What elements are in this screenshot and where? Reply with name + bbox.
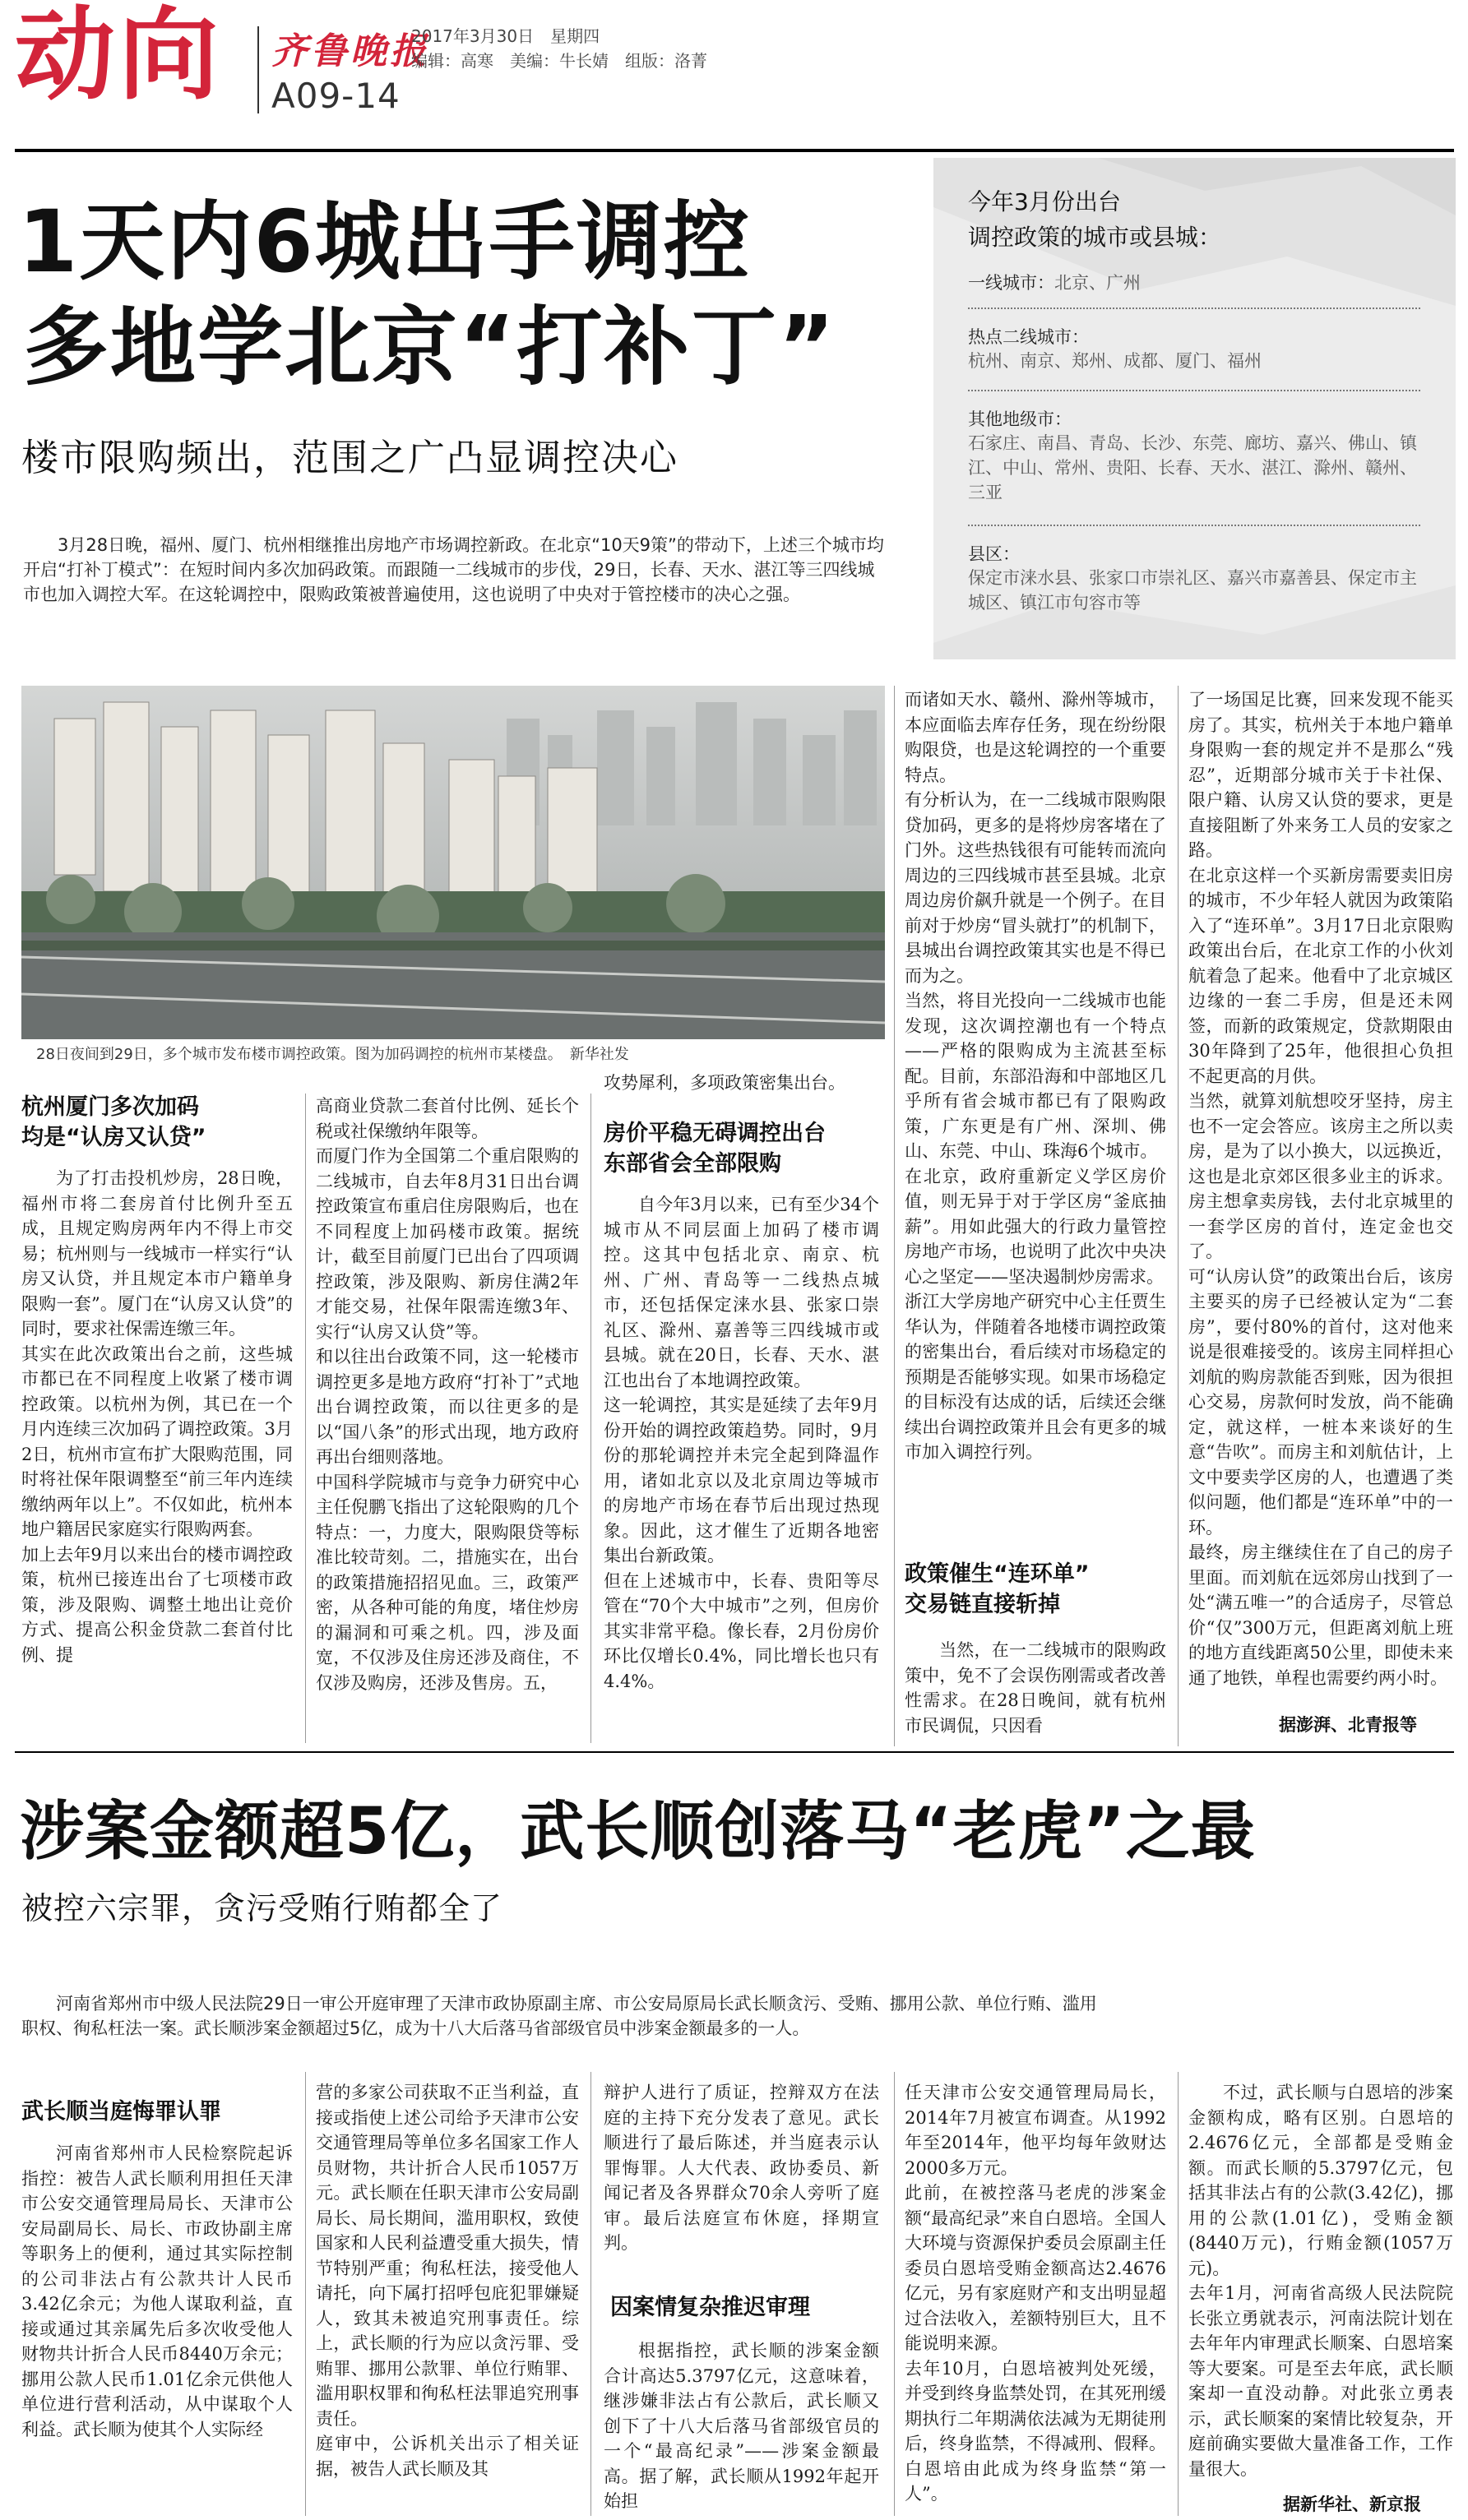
masthead-rule	[15, 149, 1454, 152]
story1-column-a	[21, 1166, 293, 1733]
story2-column-5-text: 不过，武长顺与白恩培的涉案金额构成，略有区别。白恩培的2.4676亿元，全部都是受贿金额。而武长顺的5.3797亿元，包括其非法占有的公款(3.42亿)，挪用的公款(1.01亿)，受贿金额(8440万元)，行贿金额(1057万元)。 去年1月，河南省高级人民法院院长张立勇就表示，河南法院计划在去年年内审理武长顺案、白恩培案等大要案。可是至去年底，武长顺案却一直没动静。对此张立勇表示，武长顺案的案情比较复杂，开庭前确实要做大量准备工作，工作量很大。	[1188, 2083, 1453, 2479]
story1-column-e	[1188, 687, 1453, 1707]
sidebar-label-3: 其他地级市：	[968, 409, 1072, 429]
story1-lead: 3月28日晚，福州、厦门、杭州相继推出房地产市场调控新政。在北京“10天9策”的带动下，上述三个城市均开启“打补丁模式”：在短时间内多次加码政策。而跟随一二线城市的步伐，29日，长春、天水、湛江等三四线城市也加入调控大军。在这轮调控中，限购政策被普遍使用，这也说明了中央对于管控楼市的决心之强。	[23, 535, 884, 604]
s2-column-rule-1	[305, 2072, 306, 2516]
story2-column-3-top	[604, 2080, 879, 2286]
story1-credit: 据澎湃、北青报等	[1279, 1715, 1417, 1735]
story2-column-4	[905, 2080, 1166, 2516]
story2-subhead-1: 武长顺当庭悔罪认罪	[21, 2099, 221, 2125]
story2-subheadline: 被控六宗罪，贪污受贿行贿都全了	[21, 1890, 503, 1926]
masthead-editors: 编辑：高寒 美编：牛长婧 组版：洛菁	[411, 51, 707, 71]
story1-headline-line2: 多地学北京“打补丁”	[23, 297, 836, 397]
sidebar-text-3: 石家庄、南昌、青岛、长沙、东莞、廊坊、嘉兴、佛山、镇江、中山、常州、贵阳、长春、天水、湛江、滁州、赣州、三亚	[968, 433, 1417, 502]
story1-photo-caption: 28日夜间到29日，多个城市发布楼市调控政策。图为加码调控的杭州市某楼盘。 新华社发	[36, 1046, 629, 1063]
sidebar-title-line1: 今年3月份出台	[968, 188, 1121, 215]
story2-column-1	[21, 2141, 293, 2516]
story-separator	[15, 1751, 1454, 1753]
s2-column-rule-2	[590, 2072, 591, 2516]
sidebar-divider-3	[968, 525, 1420, 526]
sidebar-group-2	[968, 324, 1429, 373]
sidebar-label-1: 一线城市：	[968, 273, 1054, 293]
story1-column-c-top	[604, 1070, 879, 1103]
story1-column-d-bottom	[905, 1638, 1166, 1736]
story2-column-3	[604, 2338, 879, 2516]
sidebar-divider-2	[968, 390, 1420, 391]
s2-column-rule-4	[1178, 2072, 1179, 2516]
paper-logo: 齐鲁晚报	[271, 30, 429, 72]
story2-lead: 河南省郑州市中级人民法院29日一审公开庭审理了天津市政协原副主席、市公安局原局长武长顺贪污、受贿、挪用公款、单位行贿、滥用职权、徇私枉法一案。武长顺涉案金额超过5亿，成为十八大后落马省部级官员中涉案金额最多的一人。	[21, 1994, 1097, 2038]
sidebar-group-3	[968, 406, 1429, 505]
story1-subhead-3: 政策催生“连环单” 交易链直接斩掉	[905, 1561, 1090, 1617]
s2-column-rule-3	[894, 2072, 895, 2516]
story2-column-3-top-text: 辩护人进行了质证，控辩双方在法庭的主持下充分发表了意见。武长顺进行了最后陈述，并当庭表示认罪悔罪。人大代表、政协委员、新闻记者及各界群众70余人旁听了庭审。最后法庭宣布休庭，择期宣判。	[604, 2083, 879, 2253]
sidebar-text-4: 保定市涞水县、张家口市崇礼区、嘉兴市嘉善县、保定市主城区、镇江市句容市等	[968, 568, 1417, 613]
story2-column-1-text: 河南省郑州市人民检察院起诉指控：被告人武长顺利用担任天津市公安交通管理局局长、天津市公安局副局长、局长、市政协副主席等职务上的便利，通过其实际控制的公司非法占有公款共计人民币3.42亿余元；为他人谋取利益，直接或通过其亲属先后多次收受他人财物共计折合人民币8440万余元；挪用公款人民币1.01亿余元供他人单位进行营利活动，从中谋取个人利益。武长顺为使其个人实际经	[21, 2143, 293, 2439]
sidebar-label-2: 热点二线城市：	[968, 327, 1089, 347]
masthead-divider	[257, 26, 259, 113]
story2-credit: 据新华社、新京报	[1283, 2495, 1421, 2514]
column-rule-1	[305, 1094, 306, 1743]
sidebar-text-2: 杭州、南京、郑州、成都、厦门、福州	[968, 351, 1262, 371]
column-rule-3	[894, 686, 895, 1746]
page-number: A09-14	[271, 76, 401, 116]
story2-column-4-text: 任天津市公安交通管理局局长，2014年7月被宣布调查。从1992年至2014年，他平均每年敛财达2000多万元。 此前，在被控落马老虎的涉案金额“最高纪录”来自白恩培。全国人大环境与资源保护委员会原副主任委员白恩培受贿金额高达2.4676亿元，另有家庭财产和支出明显超过合法收入，差额特别巨大，且不能说明来源。 去年10月，白恩培被判处死缓，并受到终身监禁处罚，在其死刑缓期执行二年期满依法减为无期徒刑后，终身监禁，不得减刑、假释。白恩培由此成为终身监禁“第一人”。	[905, 2083, 1166, 2504]
column-rule-4	[1178, 686, 1179, 1746]
story1-column-d	[905, 687, 1166, 1534]
story2-column-5	[1188, 2080, 1453, 2488]
story1-column-c	[604, 1192, 879, 1735]
story1-column-a-text: 为了打击投机炒房，28日晚，福州市将二套房首付比例升至五成，且规定购房两年内不得上市交易；杭州则与一线城市一样实行“认房又认贷，并且规定本市户籍单身限购一套”。厦门在“认房又认贷”的同时，要求社保需连缴三年。 其实在此次政策出台之前，这些城市都已在不同程度上收紧了楼市调控政策。以杭州为例，其已在一个月内连续三次加码了调控政策。3月2日，杭州市宣布扩大限购范围，同时将社保年限调整至“前三年内连续缴纳两年以上”。不仅如此，杭州本地户籍居民家庭实行限购两套。 加上去年9月以来出台的楼市调控政策，杭州已接连出台了七项楼市政策，涉及限购、调整土地出让竞价方式、提高公积金贷款二套首付比例、提	[21, 1168, 293, 1665]
story1-column-c-top-text: 攻势犀利，多项政策密集出台。	[604, 1073, 845, 1093]
story1-headline-line1: 1天内6城出手调控	[18, 192, 751, 292]
city-skyline-image	[21, 686, 885, 1039]
story2-column-2-text: 营的多家公司获取不正当利益，直接或指使上述公司给予天津市公安交通管理局等单位多名国家工作人员财物，共计折合人民币1057万元。武长顺在任职天津市公安局副局长、局长期间，滥用职权，致使国家和人民利益遭受重大损失，情节特别严重；徇私枉法，接受他人请托，向下属打招呼包庇犯罪嫌疑人，致其未被追究刑事责任。综上，武长顺的行为应以贪污罪、受贿罪、挪用公款罪、单位行贿罪、滥用职权罪和徇私枉法罪追究刑事责任。 庭审中，公诉机关出示了相关证据，被告人武长顺及其	[316, 2083, 579, 2479]
sidebar-group-1	[968, 270, 1429, 295]
story2-column-3-text: 根据指控，武长顺的涉案金额合计高达5.3797亿元，这意味着，继涉嫌非法占有公款后，武长顺又创下了十八大后落马省部级官员的一个“最高纪录”——涉案金额最高。据了解，武长顺从1992年起开始担	[604, 2341, 879, 2511]
sidebar-label-4: 县区：	[968, 544, 1020, 564]
story1-column-c-text: 自今年3月以来，已有至少34个城市从不同层面上加码了楼市调控。这其中包括北京、南京、杭州、广州、青岛等一二线热点城市，还包括保定涞水县、张家口崇礼区、滁州、嘉善等三四线城市或县城。就在20日，长春、天水、湛江也出台了本地调控政策。 这一轮调控，其实是延续了去年9月份开始的调控政策趋势。同时，9月份的那轮调控并未完全起到降温作用，诸如北京以及北京周边等城市的房地产市场在春节后出现过热现象。因此，这才催生了近期各地密集出台新政策。 但在上述城市中，长春、贵阳等尽管在“70个大中城市”之列，但房价其实非常平稳。像长春，2月份房价环比仅增长0.4%，同比增长也只有4.4%。	[604, 1195, 879, 1691]
story1-column-e-text: 了一场国足比赛，回来发现不能买房了。其实，杭州关于本地户籍单身限购一套的规定并不是那么“残忍”，近期部分城市关于卡社保、限户籍、认房又认贷的要求，更是直接阻断了外来务工人员的安家之路。 在北京这样一个买新房需要卖旧房的城市，不少年轻人就因为政策陷入了“连环单”。3月17日北京限购政策出台后，在北京工作的小伙刘航着急了起来。他看中了北京城区边缘的一套二手房，但是还未网签，而新的政策规定，贷款期限由30年降到了25年，他很担心负担不起更高的月供。 当然，就算刘航想咬牙坚持，房主也不一定会答应。该房主之所以卖房，是为了以小换大，以远换近，这也是北京郊区很多业主的诉求。房主想拿卖房钱，去付北京城里的一套学区房的首付，连定金也交了。 可“认房认贷”的政策出台后，该房主要买的房子已经被认定为“二套房”，要付80%的首付，这对他来说是很难接受的。该房主同样担心刘航的购房款能否到账，因为很担心交易，房款何时发放，尚不能确定，就这样，一桩本来谈好的生意“告吹”。而房主和刘航估计，上文中要卖学区房的人，也遭遇了类似问题，他们都是“连环单”中的一环。 最终，房主继续住在了自己的房子里面。而刘航在远郊房山找到了一处“满五唯一”的合适房子，尽管总价“仅”300万元，但距离刘航上班的地方直线距离50公里，即使未来通了地铁，单程也需要约两小时。	[1188, 690, 1453, 1688]
sidebar-text-1: 北京、广州	[1054, 273, 1141, 293]
story1-subhead-2: 房价平稳无碍调控出台 东部省会全部限购	[604, 1121, 826, 1177]
story2-column-2	[316, 2080, 579, 2516]
story1-subheadline: 楼市限购频出，范围之广凸显调控决心	[21, 436, 679, 479]
story2-subhead-2: 因案情复杂推迟审理	[610, 2295, 810, 2320]
story2-headline: 涉案金额超5亿，武长顺创落马“老虎”之最	[20, 1795, 1256, 1869]
story1-column-b-text: 高商业贷款二套首付比例、延长个税或社保缴纳年限等。 而厦门作为全国第二个重启限购的二线城市，自去年8月31日出台调控政策宣布重启住房限购后，也在不同程度上加码楼市政策。据统计，截至目前厦门已出台了四项调控政策，涉及限购、新房住满2年才能交易，社保年限需连缴3年、实行“认房又认贷”等。 和以往出台政策不同，这一轮楼市调控更多是地方政府“打补丁”式地出台调控政策，而以往更多的是以“国八条”的形式出现，地方政府再出台细则落地。 中国科学院城市与竞争力研究中心主任倪鹏飞指出了这轮限购的几个特点：一，力度大，限购限贷等标准比较苛刻。二，措施实在，出台的政策措施招招见血。三，政策严密，从各种可能的角度，堵住炒房的漏洞和可乘之机。四，涉及面宽，不仅涉及住房还涉及商住，不仅涉及购房，还涉及售房。五，	[316, 1096, 579, 1693]
sidebar-divider-1	[968, 307, 1420, 309]
column-rule-2	[590, 1094, 591, 1743]
section-title: 动向	[15, 0, 222, 113]
story1-column-b	[316, 1094, 579, 1735]
sidebar-group-4	[968, 541, 1429, 615]
story1-photo	[21, 686, 885, 1039]
story1-column-d-bottom-text: 当然，在一二线城市的限购政策中，免不了会误伤刚需或者改善性需求。在28日晚间，就有杭州市民调侃，只因看	[905, 1640, 1166, 1736]
sidebar-title-line2: 调控政策的城市或县城：	[968, 224, 1222, 251]
masthead-date: 2017年3月30日 星期四	[411, 26, 600, 46]
story1-sidebar	[933, 158, 1456, 659]
story1-column-d-text: 而诸如天水、赣州、滁州等城市，本应面临去库存任务，现在纷纷限购限贷，也是这轮调控的一个重要特点。 有分析认为，在一二线城市限购限贷加码，更多的是将炒房客堵在了门外。这些热钱很有可能转而流向周边的三四线城市甚至县城。北京周边房价飙升就是一个例子。在目前对于炒房“冒头就打”的机制下，县城出台调控政策其实也是不得已而为之。 当然，将目光投向一二线城市也能发现，这次调控潮也有一个特点——严格的限购成为主流甚至标配。目前，东部沿海和中部地区几乎所有省会城市都已有了限购政策，广东更是有广州、深圳、佛山、东莞、中山、珠海6个城市。 在北京，政府重新定义学区房价值，则无异于对于学区房“釜底抽薪”。用如此强大的行政力量管控房地产市场，也说明了此次中央决心之坚定——坚决遏制炒房需求。 浙江大学房地产研究中心主任贾生华认为，伴随着各地楼市调控政策的密集出台，看后续对市场稳定的预期是否能够实现。如果市场稳定的目标没有达成的话，后续还会继续出台调控政策并且会有更多的城市加入调控行列。	[905, 690, 1166, 1462]
story1-subhead-1: 杭州厦门多次加码 均是“认房又认贷”	[21, 1094, 206, 1150]
